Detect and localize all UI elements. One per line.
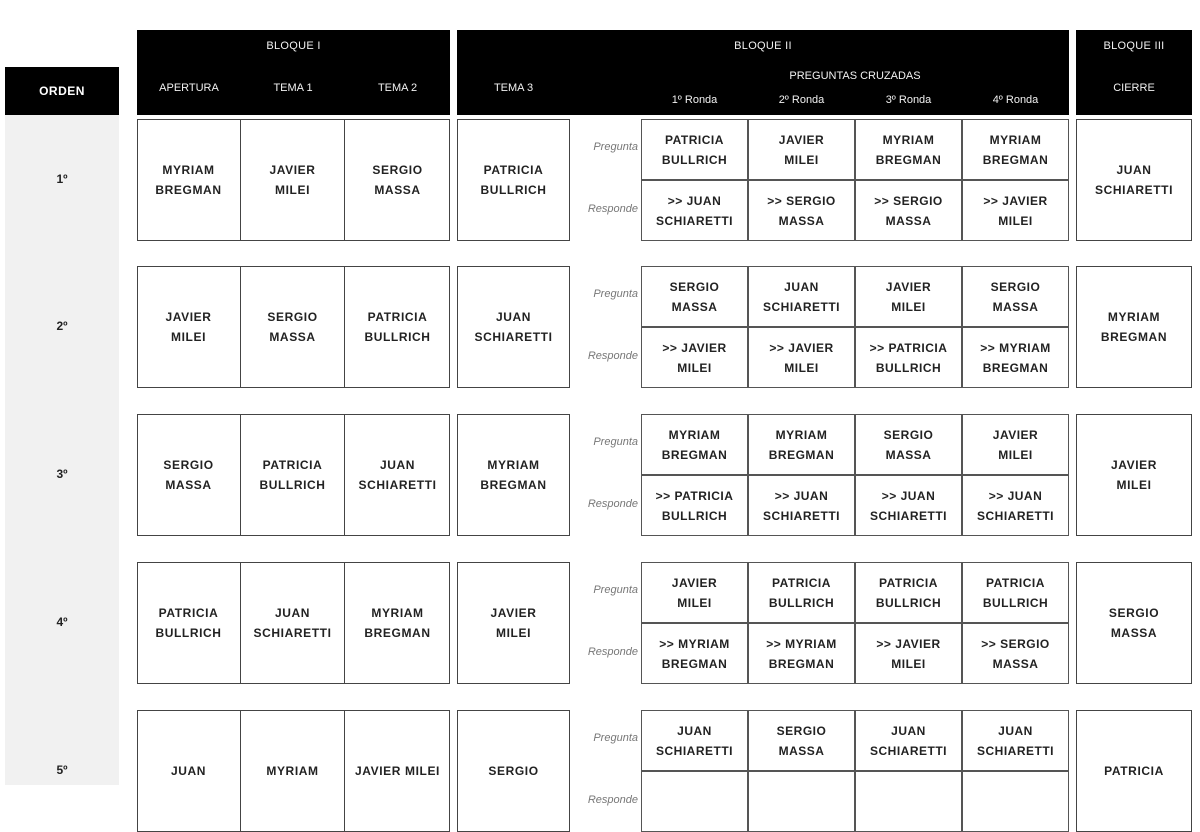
tema-2-cell: JUAN SCHIARETTI (358, 458, 437, 492)
pregunta-cell-ronda-1: JUAN SCHIARETTI (641, 710, 748, 771)
responde-cell-ronda-3 (855, 771, 962, 832)
orden-header: ORDEN (5, 67, 119, 115)
orden-number: 3º (56, 467, 68, 481)
pregunta-cell-ronda-2: PATRICIA BULLRICH (748, 562, 855, 623)
pregunta-cell-ronda-1: JAVIER MILEI (641, 562, 748, 623)
responde-label: Responde (587, 794, 638, 806)
responde-cell-ronda-4 (962, 771, 1069, 832)
pregunta-cell-ronda-3: JUAN SCHIARETTI (855, 710, 962, 771)
bloque-2-header (457, 30, 1069, 115)
pregunta-cell-ronda-4: JUAN SCHIARETTI (962, 710, 1069, 771)
responde-label: Responde (587, 498, 638, 510)
pregunta-cell-ronda-3: SERGIO MASSA (855, 414, 962, 475)
pregunta-label: Pregunta (593, 732, 638, 744)
orden-number: 1º (56, 172, 68, 186)
orden-number: 2º (56, 319, 68, 333)
pregunta-cell-ronda-1: PATRICIA BULLRICH (641, 119, 748, 180)
col-ronda-2: 2º Ronda (778, 94, 825, 106)
tema-1-cell: PATRICIA BULLRICH (241, 414, 345, 536)
cierre-cell: JUAN SCHIARETTI (1095, 163, 1173, 197)
tema-2-cell: SERGIO MASSA (372, 163, 423, 197)
col-cierre: CIERRE (1113, 82, 1155, 94)
cierre-cell: JAVIER MILEI (1110, 458, 1158, 492)
apertura-cell: JAVIER MILEI (137, 266, 241, 388)
responde-cell-ronda-1: >> PATRICIA BULLRICH (641, 475, 748, 536)
col-tema-1: TEMA 1 (273, 82, 313, 94)
responde-cell-ronda-2: >> SERGIO MASSA (748, 180, 855, 241)
tema-2-cell: PATRICIA BULLRICH (364, 310, 431, 344)
pregunta-cell-ronda-4: SERGIO MASSA (962, 266, 1069, 327)
cierre-cell: MYRIAM BREGMAN (1100, 310, 1168, 344)
responde-label: Responde (587, 350, 638, 362)
apertura-cell: JUAN (137, 710, 241, 832)
col-tema-3: TEMA 3 (493, 82, 534, 94)
responde-cell-ronda-2: >> JAVIER MILEI (748, 327, 855, 388)
apertura-cell: PATRICIA BULLRICH (137, 562, 241, 684)
tema-3-cell: PATRICIA BULLRICH (480, 163, 547, 197)
pregunta-cell-ronda-4: MYRIAM BREGMAN (962, 119, 1069, 180)
pregunta-cell-ronda-3: PATRICIA BULLRICH (855, 562, 962, 623)
pregunta-cell-ronda-2: JUAN SCHIARETTI (748, 266, 855, 327)
pregunta-cell-ronda-3: MYRIAM BREGMAN (855, 119, 962, 180)
pregunta-cell-ronda-4: JAVIER MILEI (962, 414, 1069, 475)
orden-number: 5º (56, 763, 68, 777)
responde-cell-ronda-1: >> JAVIER MILEI (641, 327, 748, 388)
col-ronda-1: 1º Ronda (671, 94, 718, 106)
responde-cell-ronda-4: >> SERGIO MASSA (962, 623, 1069, 684)
responde-cell-ronda-3: >> JAVIER MILEI (855, 623, 962, 684)
col-ronda-4: 4º Ronda (992, 94, 1039, 106)
pregunta-cell-ronda-2: SERGIO MASSA (748, 710, 855, 771)
tema-3-cell: MYRIAM BREGMAN (480, 458, 547, 492)
bloque-1-header (137, 30, 450, 115)
responde-label: Responde (587, 646, 638, 658)
cierre-cell: SERGIO MASSA (1108, 606, 1160, 640)
tema-1-cell: JAVIER MILEI (241, 119, 345, 241)
responde-cell-ronda-3: >> JUAN SCHIARETTI (855, 475, 962, 536)
responde-cell-ronda-2: >> MYRIAM BREGMAN (748, 623, 855, 684)
pregunta-label: Pregunta (593, 436, 638, 448)
tema-3-cell: JUAN SCHIARETTI (474, 310, 553, 344)
col-apertura: APERTURA (159, 82, 219, 94)
orden-column (5, 115, 119, 785)
responde-cell-ronda-1: >> JUAN SCHIARETTI (641, 180, 748, 241)
responde-cell-ronda-4: >> JAVIER MILEI (962, 180, 1069, 241)
tema-3-cell: SERGIO (488, 764, 539, 778)
pregunta-cell-ronda-2: JAVIER MILEI (748, 119, 855, 180)
responde-cell-ronda-3: >> SERGIO MASSA (855, 180, 962, 241)
pregunta-cell-ronda-2: MYRIAM BREGMAN (748, 414, 855, 475)
tema-1-cell: SERGIO MASSA (241, 266, 345, 388)
pregunta-cell-ronda-1: MYRIAM BREGMAN (641, 414, 748, 475)
apertura-cell: SERGIO MASSA (137, 414, 241, 536)
responde-cell-ronda-1: >> MYRIAM BREGMAN (641, 623, 748, 684)
bloque-2-title: BLOQUE II (734, 40, 792, 52)
pregunta-label: Pregunta (593, 584, 638, 596)
pregunta-cell-ronda-4: PATRICIA BULLRICH (962, 562, 1069, 623)
pregunta-label: Pregunta (593, 141, 638, 153)
tema-2-cell: JAVIER MILEI (355, 764, 440, 778)
pregunta-label: Pregunta (593, 288, 638, 300)
responde-cell-ronda-3: >> PATRICIA BULLRICH (855, 327, 962, 388)
bloque-3-title: BLOQUE III (1103, 40, 1165, 52)
responde-cell-ronda-2 (748, 771, 855, 832)
orden-number: 4º (56, 615, 68, 629)
tema-1-cell: MYRIAM (241, 710, 345, 832)
cierre-cell: PATRICIA (1104, 764, 1164, 778)
responde-cell-ronda-4: >> MYRIAM BREGMAN (962, 327, 1069, 388)
pregunta-cell-ronda-1: SERGIO MASSA (641, 266, 748, 327)
responde-label: Responde (587, 203, 638, 215)
responde-cell-ronda-1 (641, 771, 748, 832)
col-tema-2: TEMA 2 (377, 82, 418, 94)
preguntas-cruzadas-title: PREGUNTAS CRUZADAS (789, 70, 921, 82)
bloque-3-header (1076, 30, 1192, 115)
pregunta-cell-ronda-3: JAVIER MILEI (855, 266, 962, 327)
tema-1-cell: JUAN SCHIARETTI (241, 562, 345, 684)
apertura-cell: MYRIAM BREGMAN (137, 119, 241, 241)
tema-2-cell: MYRIAM BREGMAN (364, 606, 431, 640)
tema-3-cell: JAVIER MILEI (490, 606, 537, 640)
bloque-1-title: BLOQUE I (266, 40, 321, 52)
responde-cell-ronda-4: >> JUAN SCHIARETTI (962, 475, 1069, 536)
responde-cell-ronda-2: >> JUAN SCHIARETTI (748, 475, 855, 536)
col-ronda-3: 3º Ronda (885, 94, 932, 106)
